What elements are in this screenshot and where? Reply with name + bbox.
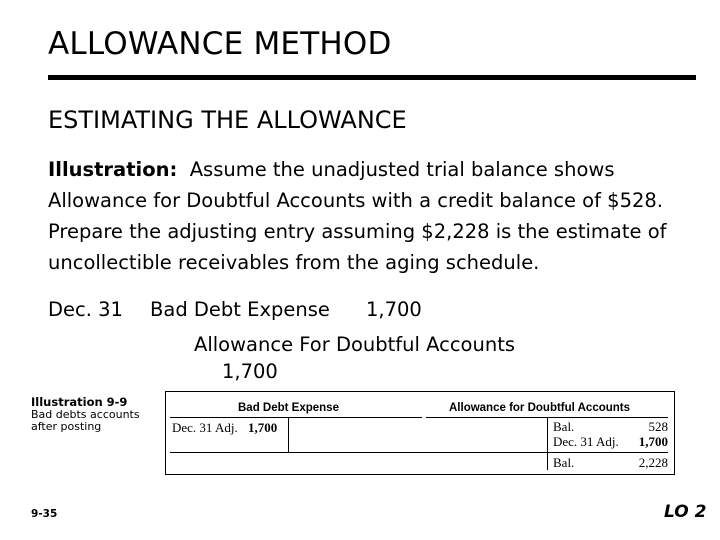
entry-credit-account: Allowance For Doubtful Accounts bbox=[194, 333, 516, 356]
entry-debit-account: Bad Debt Expense bbox=[150, 298, 330, 321]
learning-objective: LO 2 bbox=[664, 502, 707, 522]
figure-caption-line2: after posting bbox=[31, 420, 102, 433]
page-number: 9-35 bbox=[31, 508, 58, 520]
illustration-lead: Illustration: bbox=[48, 158, 178, 181]
t-account-allowance-divider bbox=[547, 418, 548, 470]
entry-credit-amount: 1,700 bbox=[222, 360, 278, 383]
entry-date: Dec. 31 bbox=[48, 298, 123, 321]
title-underline bbox=[48, 75, 696, 80]
slide-title: ALLOWANCE METHOD bbox=[48, 26, 392, 62]
t-account-bad-debt-title: Bad Debt Expense bbox=[238, 402, 339, 414]
figure-caption bbox=[31, 396, 140, 433]
t-account-allowance-title: Allowance for Doubtful Accounts bbox=[449, 402, 631, 414]
bad-debt-debit-amount: 1,700 bbox=[248, 420, 278, 435]
illustration-paragraph bbox=[48, 154, 698, 278]
t-accounts-figure bbox=[165, 391, 675, 475]
illustration-text: Assume the unadjusted trial balance shows Allowance for Doubtful Accounts with a credit balance of $528. Prepare the adjusting entry assuming $2,228 is the estimate of uncollectible receivables from the aging schedule. bbox=[48, 158, 667, 274]
bad-debt-debit-label: Dec. 31 Adj. bbox=[172, 420, 238, 435]
t-account-bad-debt-top-rule bbox=[170, 417, 422, 418]
allowance-row-2-label: Dec. 31 Adj. bbox=[553, 434, 619, 449]
entry-debit-amount: 1,700 bbox=[366, 298, 422, 321]
allowance-ending-label: Bal. bbox=[553, 455, 575, 470]
allowance-row-1-amount: 528 bbox=[648, 419, 668, 434]
t-accounts-closing-rule bbox=[170, 452, 668, 453]
slide-subtitle: ESTIMATING THE ALLOWANCE bbox=[48, 106, 407, 134]
figure-caption-line1: Bad debts accounts bbox=[31, 408, 140, 421]
allowance-ending-amount: 2,228 bbox=[638, 455, 668, 470]
allowance-row-2-amount: 1,700 bbox=[638, 434, 668, 449]
allowance-row-1-label: Bal. bbox=[553, 419, 575, 434]
figure-caption-title: Illustration 9-9 bbox=[31, 395, 128, 409]
t-account-bad-debt-divider bbox=[288, 418, 289, 453]
